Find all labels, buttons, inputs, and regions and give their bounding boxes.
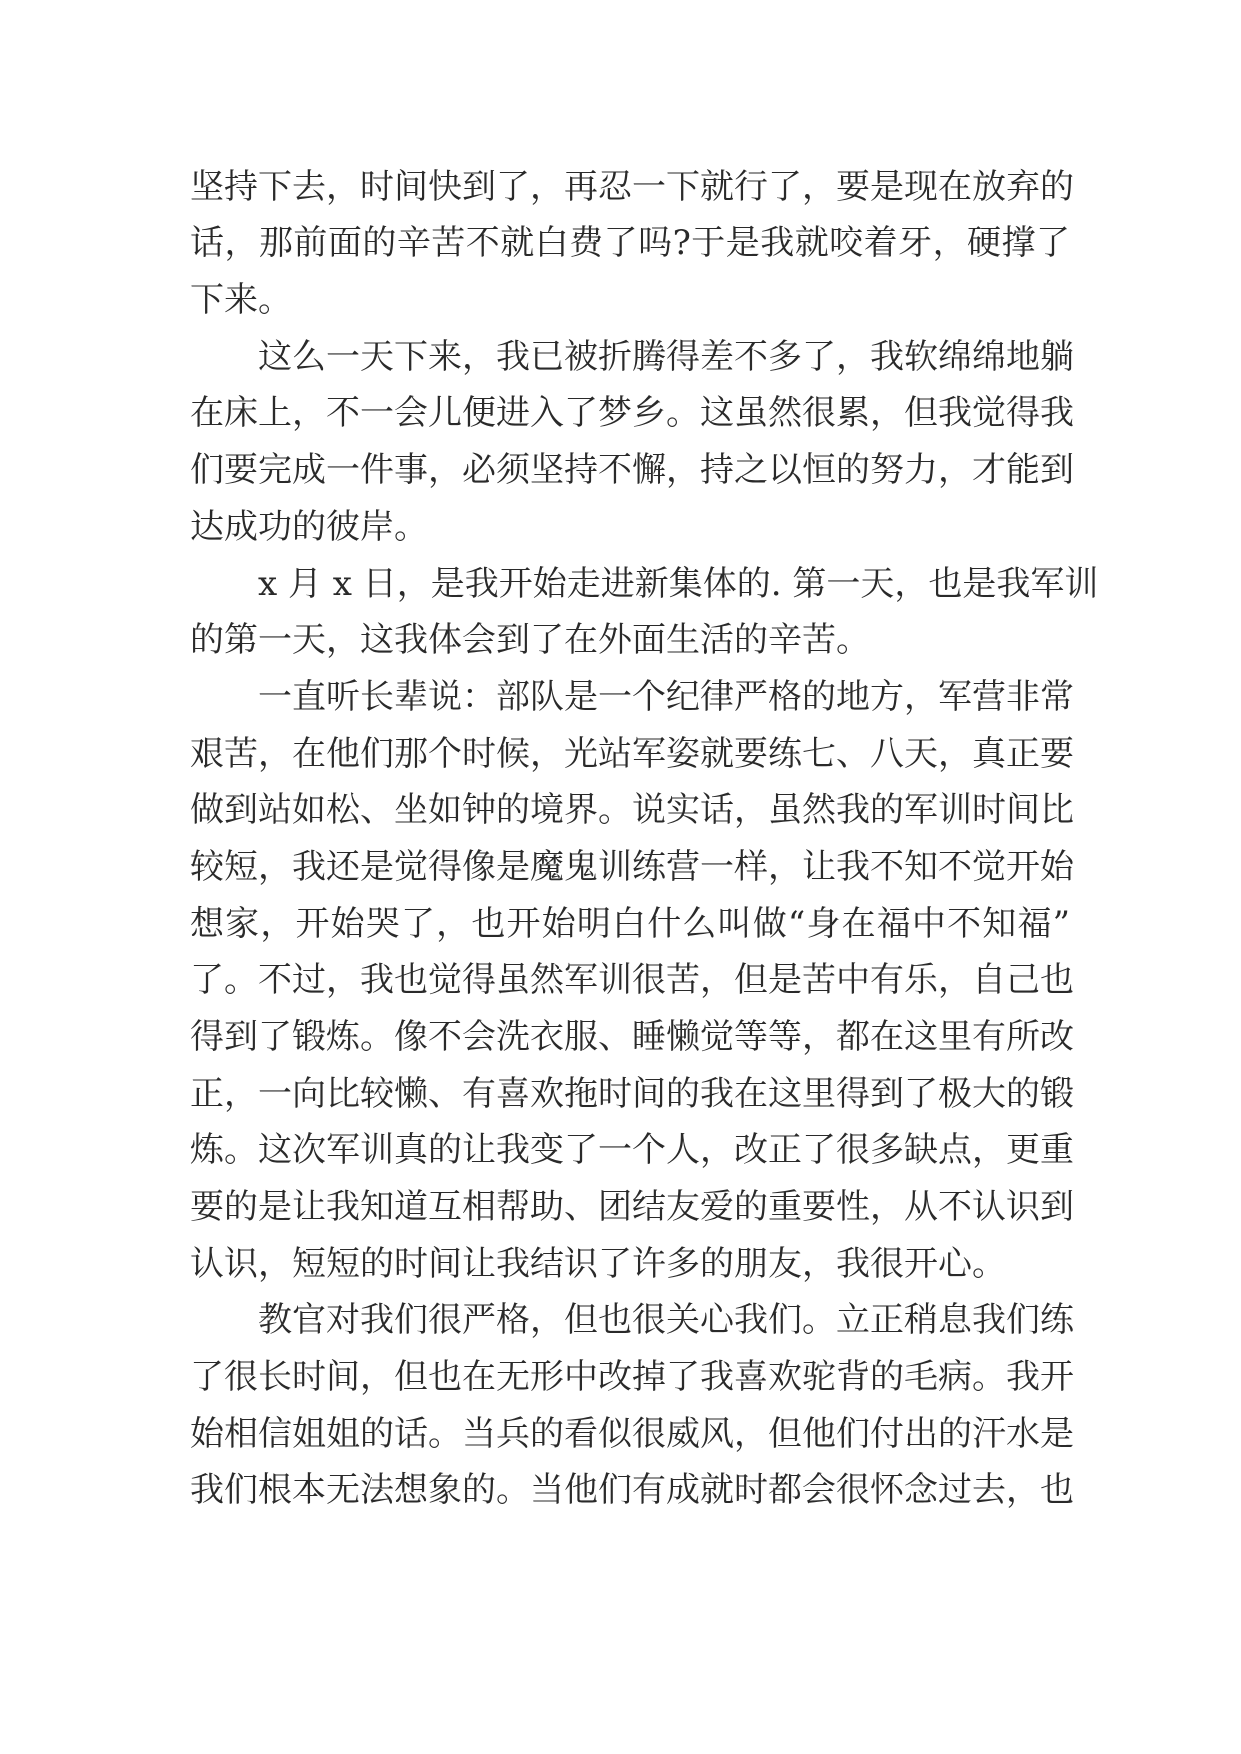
text-line: 在床上，不一会儿便进入了梦乡。这虽然很累，但我觉得我 [190,393,1074,433]
text-line: 想家，开始哭了，也开始明白什么叫做“身在福中不知福” [190,904,1070,944]
text-line: 得到了锻炼。像不会洗衣服、睡懒觉等等，都在这里有所改 [190,1017,1074,1057]
paragraph-first-line: 教官对我们很严格，但也很关心我们。立正稍息我们练 [258,1300,1074,1340]
text-line: 了很长时间，但也在无形中改掉了我喜欢驼背的毛病。我开 [190,1357,1074,1397]
text-line: 做到站如松、坐如钟的境界。说实话，虽然我的军训时间比 [190,790,1074,830]
text-line: 的第一天，这我体会到了在外面生活的辛苦。 [190,620,870,660]
text-line: 我们根本无法想象的。当他们有成就时都会很怀念过去，也 [190,1470,1074,1510]
text-line: 了。不过，我也觉得虽然军训很苦，但是苦中有乐，自己也 [190,960,1074,1000]
text-line: 下来。 [190,280,292,320]
text-line: 艰苦，在他们那个时候，光站军姿就要练七、八天，真正要 [190,734,1074,774]
text-line: 较短，我还是觉得像是魔鬼训练营一样，让我不知不觉开始 [190,847,1074,887]
text-line: 认识，短短的时间让我结识了许多的朋友，我很开心。 [190,1244,1006,1284]
text-line: 正，一向比较懒、有喜欢拖时间的我在这里得到了极大的锻 [190,1074,1074,1114]
paragraph-first-line: 一直听长辈说：部队是一个纪律严格的地方，军营非常 [258,677,1074,717]
paragraph-first-line: 这么一天下来，我已被折腾得差不多了，我软绵绵地躺 [258,337,1074,377]
text-line: 炼。这次军训真的让我变了一个人，改正了很多缺点，更重 [190,1130,1074,1170]
text-line: 话，那前面的辛苦不就白费了吗?于是我就咬着牙，硬撑了 [190,223,1070,263]
paragraph-first-line: x 月 x 日，是我开始走进新集体的. 第一天，也是我军训 [258,564,1099,604]
text-line: 坚持下去，时间快到了，再忍一下就行了，要是现在放弃的 [190,167,1074,207]
text-line: 们要完成一件事，必须坚持不懈，持之以恒的努力，才能到 [190,450,1074,490]
text-line: 要的是让我知道互相帮助、团结友爱的重要性，从不认识到 [190,1187,1074,1227]
text-line: 达成功的彼岸。 [190,507,428,547]
text-line: 始相信姐姐的话。当兵的看似很威风，但他们付出的汗水是 [190,1414,1074,1454]
